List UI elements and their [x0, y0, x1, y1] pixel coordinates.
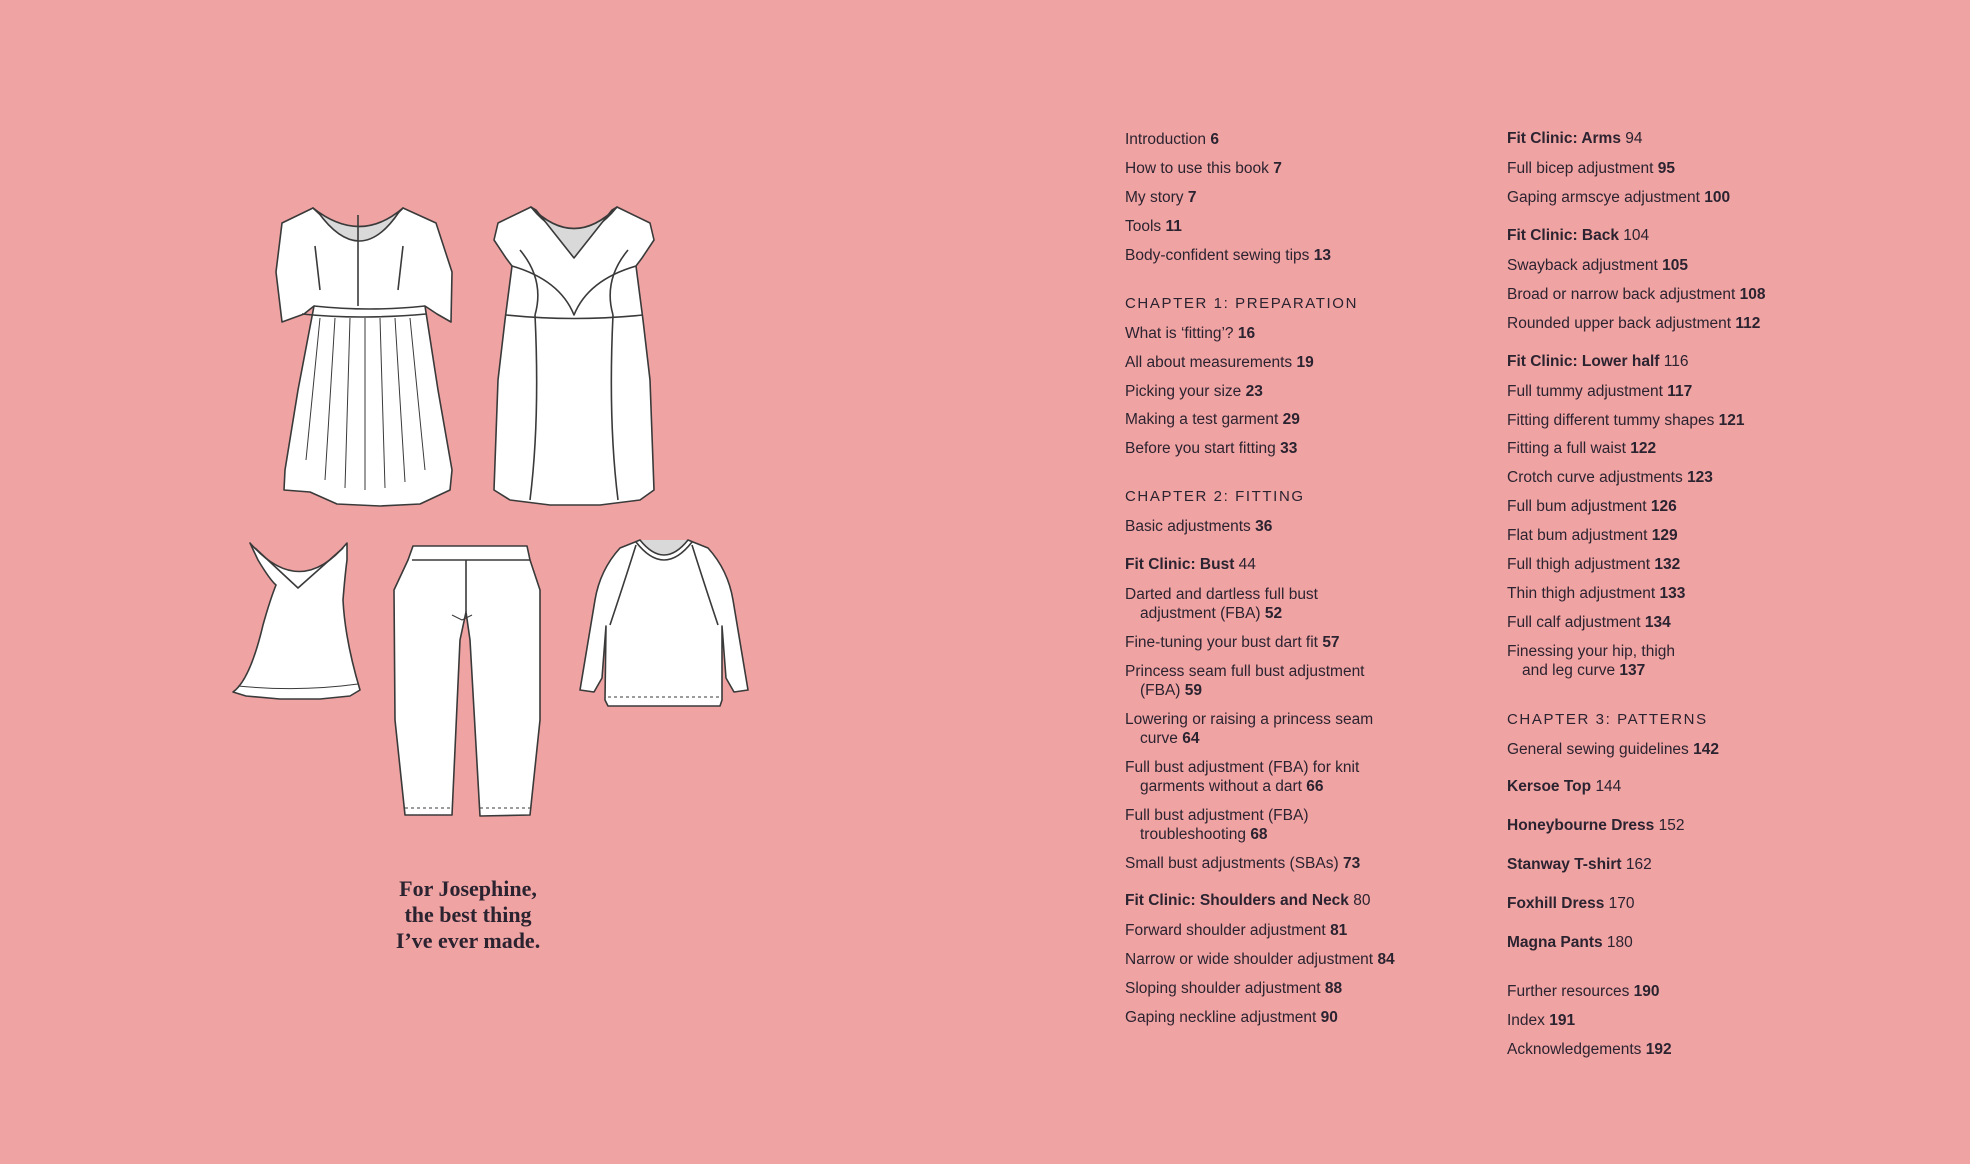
toc-entry[interactable]: Before you start fitting 33 [1125, 440, 1298, 457]
toc-entry[interactable]: Basic adjustments 36 [1125, 518, 1273, 535]
toc-entry[interactable]: Full bust adjustment (FBA) troubleshooting 68 [1125, 807, 1309, 843]
toc-entry[interactable]: Swayback adjustment 105 [1507, 257, 1688, 274]
toc-entry[interactable]: Making a test garment 29 [1125, 411, 1300, 428]
chapter-heading: CHAPTER 3: PATTERNS [1507, 711, 1708, 728]
toc-entry[interactable]: Introduction 6 [1125, 131, 1219, 148]
chapter-heading: CHAPTER 1: PREPARATION [1125, 295, 1359, 312]
toc-entry[interactable]: Broad or narrow back adjustment 108 [1507, 286, 1766, 303]
toc-entry[interactable]: Narrow or wide shoulder adjustment 84 [1125, 951, 1395, 968]
toc-entry[interactable]: Further resources 190 [1507, 983, 1660, 1000]
toc-entry[interactable]: Index 191 [1507, 1012, 1576, 1029]
raglan-tshirt-illustration [580, 540, 748, 706]
dedication-line: I’ve ever made. [395, 928, 541, 953]
toc-entry[interactable]: What is ‘fitting’? 16 [1125, 325, 1256, 342]
chapter-heading: CHAPTER 2: FITTING [1125, 488, 1305, 505]
toc-entry[interactable]: Picking your size 23 [1125, 383, 1263, 400]
toc-entry[interactable]: Fitting different tummy shapes 121 [1507, 412, 1745, 429]
toc-entry[interactable]: General sewing guidelines 142 [1507, 741, 1719, 758]
toc-entry[interactable]: Full tummy adjustment 117 [1507, 383, 1693, 400]
tank-top-illustration [233, 543, 360, 699]
toc-entry[interactable]: Tools 11 [1125, 218, 1182, 235]
toc-entry[interactable]: Acknowledgements 192 [1507, 1041, 1672, 1058]
dedication [330, 876, 606, 954]
toc-entry[interactable]: Thin thigh adjustment 133 [1507, 585, 1686, 602]
toc-entry[interactable]: Gaping neckline adjustment 90 [1125, 1009, 1338, 1026]
pants-illustration [394, 546, 540, 816]
section-heading[interactable]: Fit Clinic: Lower half 116 [1507, 353, 1689, 370]
toc-entry[interactable]: Gaping armscye adjustment 100 [1507, 189, 1731, 206]
toc-entry[interactable]: Darted and dartless full bust adjustment (FBA) 52 [1125, 586, 1318, 622]
toc-entry[interactable]: Full bum adjustment 126 [1507, 498, 1677, 515]
toc-entry[interactable]: All about measurements 19 [1125, 354, 1314, 371]
garment-illustrations [0, 0, 1000, 1000]
section-heading[interactable]: Fit Clinic: Bust 44 [1125, 556, 1256, 573]
toc-entry[interactable]: Fine-tuning your bust dart fit 57 [1125, 634, 1340, 651]
toc-entry[interactable]: My story 7 [1125, 189, 1197, 206]
toc-entry[interactable]: Fitting a full waist 122 [1507, 440, 1657, 457]
pattern-entry[interactable]: Kersoe Top 144 [1507, 778, 1622, 795]
pattern-entry[interactable]: Honeybourne Dress 152 [1507, 817, 1685, 834]
section-heading[interactable]: Fit Clinic: Arms 94 [1507, 130, 1643, 147]
pattern-entry[interactable]: Foxhill Dress 170 [1507, 895, 1635, 912]
toc-entry[interactable]: How to use this book 7 [1125, 160, 1282, 177]
pattern-entry[interactable]: Stanway T-shirt 162 [1507, 856, 1652, 873]
toc-entry[interactable]: Small bust adjustments (SBAs) 73 [1125, 855, 1361, 872]
dress-gathered-illustration [276, 208, 452, 506]
dedication-line: For Josephine, [399, 876, 537, 901]
toc-entry[interactable]: Finessing your hip, thigh and leg curve 137 [1507, 643, 1676, 679]
toc-entry[interactable]: Forward shoulder adjustment 81 [1125, 922, 1348, 939]
section-heading[interactable]: Fit Clinic: Shoulders and Neck 80 [1125, 892, 1371, 909]
toc-entry[interactable]: Lowering or raising a princess seam curve 64 [1125, 711, 1374, 747]
toc-entry[interactable]: Body-confident sewing tips 13 [1125, 247, 1331, 264]
dedication-line: the best thing [404, 902, 532, 927]
toc-entry[interactable]: Full thigh adjustment 132 [1507, 556, 1681, 573]
toc-entry[interactable]: Rounded upper back adjustment 112 [1507, 315, 1761, 332]
toc-entry[interactable]: Crotch curve adjustments 123 [1507, 469, 1713, 486]
toc-entry[interactable]: Princess seam full bust adjustment (FBA) 59 [1125, 663, 1365, 699]
pattern-entry[interactable]: Magna Pants 180 [1507, 934, 1633, 951]
toc-entry[interactable]: Full bust adjustment (FBA) for knit garments without a dart 66 [1125, 759, 1360, 795]
section-heading[interactable]: Fit Clinic: Back 104 [1507, 227, 1650, 244]
toc-entry[interactable]: Full bicep adjustment 95 [1507, 160, 1676, 177]
toc-entry[interactable]: Flat bum adjustment 129 [1507, 527, 1678, 544]
toc-entry[interactable]: Full calf adjustment 134 [1507, 614, 1671, 631]
toc-entry[interactable]: Sloping shoulder adjustment 88 [1125, 980, 1343, 997]
dress-princess-illustration [494, 207, 654, 505]
